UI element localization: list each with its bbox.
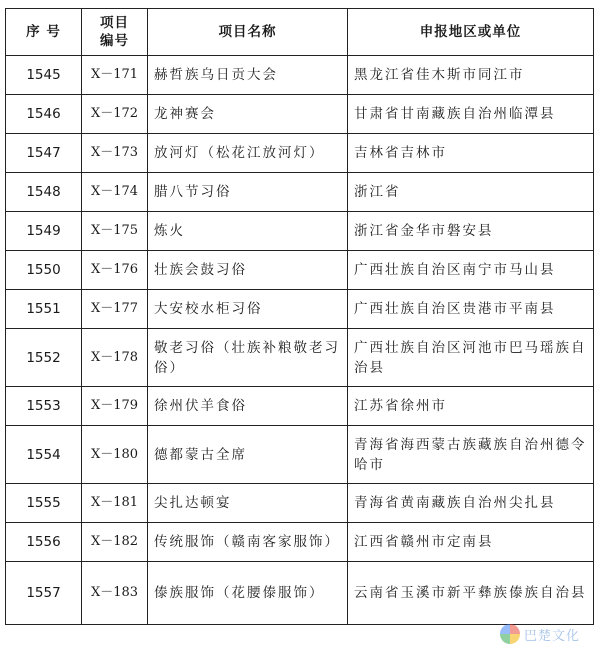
cell-name: 尖扎达顿宴: [148, 484, 348, 523]
cell-region: 青海省海西蒙古族藏族自治州德令哈市: [348, 426, 594, 484]
cell-code: Ⅹ－178: [82, 329, 148, 387]
cell-code: Ⅹ－175: [82, 212, 148, 251]
table-row: [6, 484, 594, 523]
cell-code: Ⅹ－176: [82, 251, 148, 290]
cell-code: Ⅹ－177: [82, 290, 148, 329]
cell-code: Ⅹ－171: [82, 56, 148, 95]
cell-code: Ⅹ－173: [82, 134, 148, 173]
table-row: [6, 387, 594, 426]
watermark-logo-icon: [500, 624, 520, 644]
cell-name: 赫哲族乌日贡大会: [148, 56, 348, 95]
cell-name: 传统服饰（赣南客家服饰）: [148, 523, 348, 562]
cell-name: 腊八节习俗: [148, 173, 348, 212]
cell-code: Ⅹ－174: [82, 173, 148, 212]
cell-seq: 1553: [6, 387, 82, 426]
heritage-table: [5, 8, 594, 625]
cell-seq: 1549: [6, 212, 82, 251]
cell-seq: 1557: [6, 562, 82, 625]
cell-region: 江苏省徐州市: [348, 387, 594, 426]
cell-seq: 1548: [6, 173, 82, 212]
table-row: [6, 290, 594, 329]
cell-seq: 1555: [6, 484, 82, 523]
cell-name: 放河灯（松花江放河灯）: [148, 134, 348, 173]
table-row: [6, 173, 594, 212]
cell-name: 大安校水柜习俗: [148, 290, 348, 329]
header-code: [82, 9, 148, 56]
cell-seq: 1550: [6, 251, 82, 290]
table-row: [6, 95, 594, 134]
table-row: [6, 251, 594, 290]
cell-region: 黑龙江省佳木斯市同江市: [348, 56, 594, 95]
cell-code: Ⅹ－182: [82, 523, 148, 562]
cell-code: Ⅹ－179: [82, 387, 148, 426]
cell-region: 江西省赣州市定南县: [348, 523, 594, 562]
cell-code: Ⅹ－183: [82, 562, 148, 625]
cell-region: 广西壮族自治区河池市巴马瑶族自治县: [348, 329, 594, 387]
table-row: [6, 426, 594, 484]
cell-seq: 1554: [6, 426, 82, 484]
cell-name: 敬老习俗（壮族补粮敬老习俗）: [148, 329, 348, 387]
header-name: 项目名称: [148, 9, 348, 56]
table-row: [6, 56, 594, 95]
cell-code: Ⅹ－181: [82, 484, 148, 523]
cell-region: 云南省玉溪市新平彝族傣族自治县: [348, 562, 594, 625]
header-seq: 序 号: [6, 9, 82, 56]
cell-name: 龙神赛会: [148, 95, 348, 134]
cell-name: 傣族服饰（花腰傣服饰）: [148, 562, 348, 625]
cell-region: 浙江省金华市磐安县: [348, 212, 594, 251]
header-code-text: 项目 编号: [100, 15, 129, 49]
watermark-text: 巴楚文化: [523, 628, 580, 644]
cell-seq: 1545: [6, 56, 82, 95]
table-row: [6, 212, 594, 251]
cell-name: 德都蒙古全席: [148, 426, 348, 484]
cell-name: 炼火: [148, 212, 348, 251]
cell-seq: 1552: [6, 329, 82, 387]
cell-region: 吉林省吉林市: [348, 134, 594, 173]
cell-seq: 1551: [6, 290, 82, 329]
watermark: [500, 624, 580, 644]
table-row: [6, 134, 594, 173]
cell-code: Ⅹ－172: [82, 95, 148, 134]
header-region: 申报地区或单位: [348, 9, 594, 56]
cell-region: 青海省黄南藏族自治州尖扎县: [348, 484, 594, 523]
cell-code: Ⅹ－180: [82, 426, 148, 484]
table-row: [6, 523, 594, 562]
cell-seq: 1546: [6, 95, 82, 134]
cell-seq: 1556: [6, 523, 82, 562]
table-row: [6, 329, 594, 387]
cell-seq: 1547: [6, 134, 82, 173]
table-row: [6, 562, 594, 625]
cell-name: 壮族会鼓习俗: [148, 251, 348, 290]
cell-region: 广西壮族自治区南宁市马山县: [348, 251, 594, 290]
cell-region: 浙江省: [348, 173, 594, 212]
table-header-row: [6, 9, 594, 56]
cell-name: 徐州伏羊食俗: [148, 387, 348, 426]
cell-region: 甘肃省甘南藏族自治州临潭县: [348, 95, 594, 134]
cell-region: 广西壮族自治区贵港市平南县: [348, 290, 594, 329]
